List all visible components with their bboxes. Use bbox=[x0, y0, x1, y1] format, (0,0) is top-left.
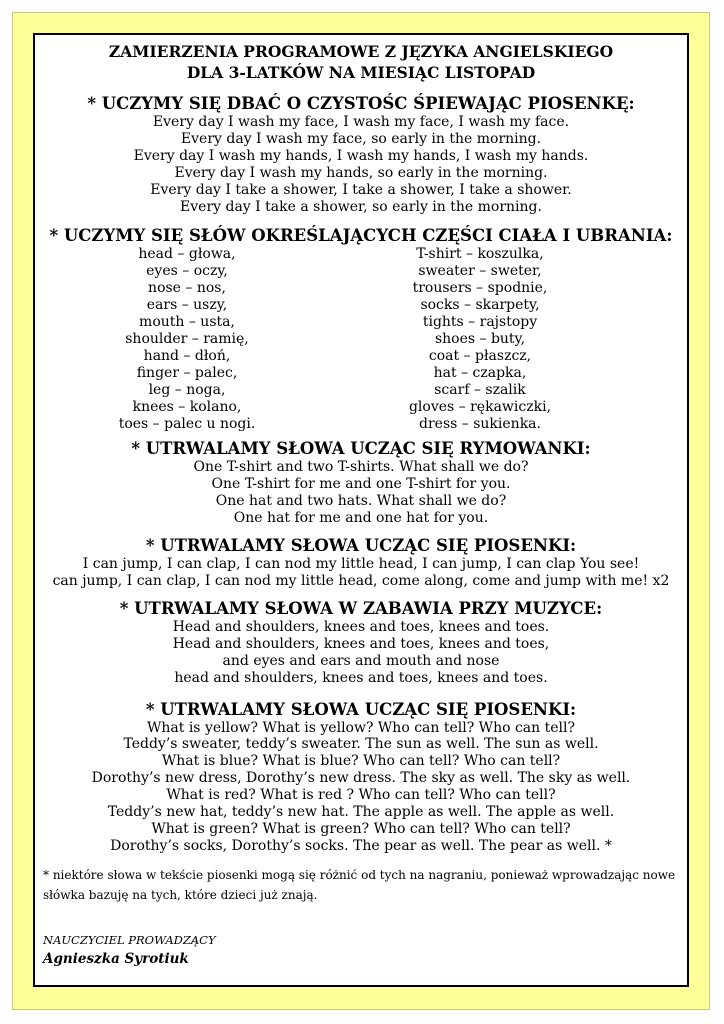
vocab-item: toes – palec u nogi. bbox=[118, 415, 256, 432]
song-line: Head and shoulders, knees and toes, knees and toes, bbox=[172, 635, 550, 652]
section-heading: * UCZYMY SIĘ DBAĆ O CZYSTOŚC ŚPIEWAJĄC PIOSENKĘ: bbox=[87, 94, 635, 113]
song-line: Teddy’s sweater, teddy’s sweater. The sun as well. The sun as well. bbox=[123, 736, 599, 753]
section-heading: * UTRWALAMY SŁOWA UCZĄC SIĘ PIOSENKI: bbox=[145, 536, 577, 556]
vocab-item: knees – kolano, bbox=[132, 398, 242, 415]
footnote: * niektóre słowa w tekście piosenki mogą się różnić od tych na nagraniu, ponieważ wprowadzając nowe słówka bazuję na tych, które dzieci już znają. bbox=[43, 867, 676, 902]
vocab-item: sweater – sweter, bbox=[418, 263, 542, 280]
vocabulary-list bbox=[35, 246, 687, 432]
song-line: What is blue? What is blue? Who can tell? Who can tell? bbox=[161, 753, 561, 770]
song-line: Dorothy’s socks, Dorothy’s socks. The pear as well. The pear as well. * bbox=[110, 837, 612, 854]
vocab-item: hand – dłoń, bbox=[143, 347, 231, 364]
rhyme-line: One T-shirt for me and one T-shirt for you. bbox=[211, 476, 511, 493]
song-line: Teddy’s new hat, teddy’s new hat. The apple as well. The apple as well. bbox=[107, 804, 615, 821]
body-parts-column bbox=[107, 246, 267, 432]
section-heading: * UTRWALAMY SŁOWA W ZABAWIA PRZY MUZYCE: bbox=[119, 598, 603, 618]
song-line: What is green? What is green? Who can tell? Who can tell? bbox=[151, 820, 571, 837]
vocab-item: T-shirt – koszulka, bbox=[416, 246, 544, 263]
page-background bbox=[12, 12, 710, 1010]
document-sheet bbox=[33, 33, 689, 987]
rhyme-line: One hat and two hats. What shall we do? bbox=[215, 493, 507, 510]
song-line: I can jump, I can clap, I can nod my little head, I can jump, I can clap You see! bbox=[82, 556, 640, 573]
vocab-item: tights – rajstopy bbox=[422, 314, 538, 331]
song-line: What is yellow? What is yellow? Who can tell? Who can tell? bbox=[147, 719, 575, 736]
song-line: and eyes and ears and mouth and nose bbox=[222, 652, 500, 669]
song-line: Dorothy’s new dress, Dorothy’s new dress. The sky as well. The sky as well. bbox=[91, 770, 631, 787]
vocab-item: head – głowa, bbox=[138, 246, 236, 263]
vocab-item: shoulder – ramię, bbox=[125, 330, 249, 347]
vocab-item: ears – uszy, bbox=[146, 297, 228, 314]
vocab-item: trousers – spodnie, bbox=[412, 280, 548, 297]
section-jump-song bbox=[35, 535, 687, 590]
song-line: Every day I wash my face, so early in the morning. bbox=[180, 130, 542, 147]
song-line: head and shoulders, knees and toes, knees and toes. bbox=[174, 669, 548, 686]
vocab-item: hat – czapka, bbox=[433, 364, 527, 381]
song-line: Every day I wash my hands, I wash my hands, I wash my hands. bbox=[133, 147, 589, 164]
section-washing-song bbox=[35, 93, 687, 215]
document-title bbox=[35, 41, 687, 83]
vocab-item: gloves – rękawiczki, bbox=[408, 398, 552, 415]
vocab-item: dress – sukienka. bbox=[419, 415, 541, 432]
section-heading: * UTRWALAMY SŁOWA UCZĄC SIĘ PIOSENKI: bbox=[145, 699, 577, 719]
rhyme-line: One hat for me and one hat for you. bbox=[233, 510, 489, 527]
vocab-item: socks – skarpety, bbox=[420, 297, 540, 314]
section-colors-song bbox=[35, 699, 687, 855]
rhyme-line: One T-shirt and two T-shirts. What shall we do? bbox=[193, 459, 529, 476]
section-heading: * UCZYMY SIĘ SŁÓW OKREŚLAJĄCYCH CZĘŚCI CIAŁA I UBRANIA: bbox=[49, 226, 673, 246]
section-music-game bbox=[35, 598, 687, 687]
vocab-item: eyes – oczy, bbox=[146, 263, 228, 280]
song-line: can jump, I can clap, I can nod my little head, come along, come and jump with me! x2 bbox=[52, 572, 670, 589]
title-line-2: DLA 3-LATKÓW NA MIESIĄC LISTOPAD bbox=[186, 63, 536, 82]
song-line: Every day I wash my face, I wash my face, I wash my face. bbox=[152, 114, 570, 130]
section-vocabulary bbox=[35, 225, 687, 432]
song-line: Every day I take a shower, so early in the morning. bbox=[180, 198, 542, 215]
section-heading: * UTRWALAMY SŁOWA UCZĄC SIĘ RYMOWANKI: bbox=[131, 439, 591, 459]
section-rhyme bbox=[35, 438, 687, 527]
vocab-item: coat – płaszcz, bbox=[428, 347, 532, 364]
vocab-item: mouth – usta, bbox=[139, 314, 235, 331]
vocab-item: scarf – szalik bbox=[434, 381, 526, 398]
song-line: What is red? What is red ? Who can tell? Who can tell? bbox=[166, 787, 556, 804]
signature-role: NAUCZYCIEL PROWADZĄCY bbox=[43, 932, 216, 947]
vocab-item: nose – nos, bbox=[148, 280, 226, 297]
vocab-item: finger – palec, bbox=[136, 364, 238, 381]
vocab-item: shoes – buty, bbox=[434, 330, 526, 347]
song-line: Head and shoulders, knees and toes, knees and toes. bbox=[172, 618, 550, 635]
title-line-1: ZAMIERZENIA PROGRAMOWE Z JĘZYKA ANGIELSKIEGO bbox=[108, 42, 614, 61]
song-line: Every day I wash my hands, so early in the morning. bbox=[174, 164, 548, 181]
song-line: Every day I take a shower, I take a shower, I take a shower. bbox=[150, 181, 572, 198]
signature-name: Agnieszka Syrotiuk bbox=[43, 950, 189, 967]
vocab-item: leg – noga, bbox=[148, 381, 226, 398]
clothes-column bbox=[395, 246, 565, 432]
